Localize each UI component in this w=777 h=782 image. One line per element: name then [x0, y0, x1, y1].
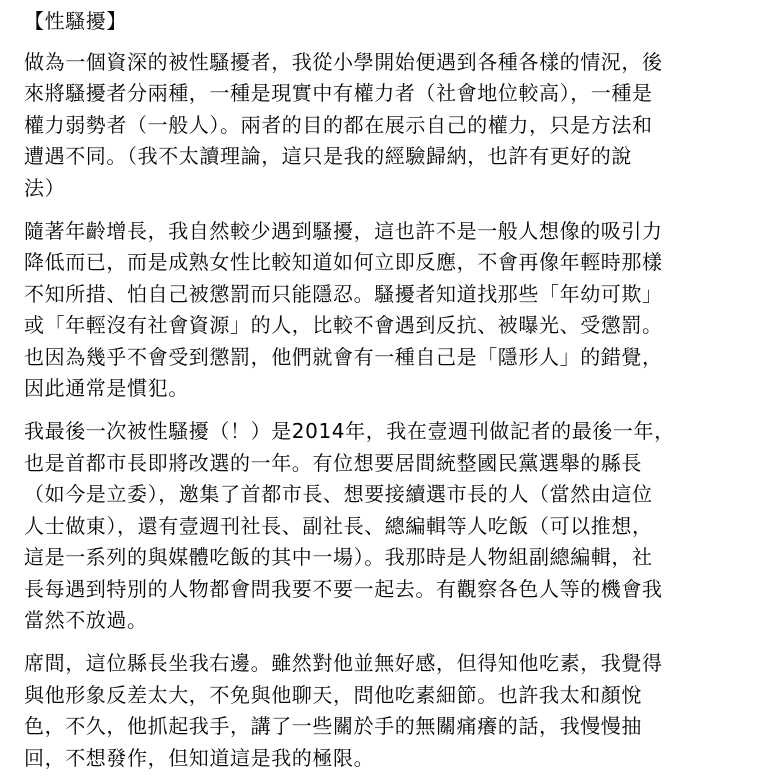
- paragraph-line: 人士做東），還有壹週刊社長、副社長、總編輯等人吃飯（可以推想，: [24, 513, 653, 538]
- paragraph-line: 這是一系列的與媒體吃飯的其中一場）。我那時是人物組副總編輯，社: [24, 545, 653, 570]
- title-text: 性騷擾: [44, 9, 107, 33]
- paragraph-3: [24, 416, 753, 636]
- paragraph-line: 席間，這位縣長坐我右邊。雖然對他並無好感，但得知他吃素，我覺得: [24, 651, 663, 676]
- paragraph-line: 或「年輕沒有社會資源」的人，比較不會遇到反抗、被曝光、受懲罰。: [24, 313, 663, 338]
- paragraph-line: 也因為幾乎不會受到懲罰，他們就會有一種自己是「隱形人」的錯覺，: [24, 344, 663, 369]
- paragraph-line: 因此通常是慣犯。: [24, 376, 189, 401]
- paragraph-line: 做為一個資深的被性騷擾者，我從小學開始便遇到各種各樣的情況，後: [24, 50, 663, 74]
- title-open-bracket: 【: [24, 9, 45, 33]
- post-title: [24, 4, 753, 38]
- paragraph-line: 色，不久，他抓起我手，講了一些關於手的無關痛癢的話，我慢慢抽: [24, 714, 642, 739]
- paragraph-4: [24, 648, 753, 774]
- paragraph-line: 當然不放過。: [24, 607, 148, 632]
- paragraph-2: [24, 216, 753, 404]
- paragraph-line: 與他形象反差太大，不免與他聊天，問他吃素細節。也許我太和顏悅: [24, 682, 642, 707]
- paragraph-line: 也是首都市長即將改選的一年。有位想要居間統整國民黨選舉的縣長: [24, 450, 642, 475]
- title-close-bracket: 】: [106, 9, 128, 33]
- paragraph-line: 不知所措、怕自己被懲罰而只能隱忍。騷擾者知道找那些「年幼可欺」: [24, 281, 663, 306]
- paragraph-line: 來將騷擾者分兩種，一種是現實中有權力者（社會地位較高），一種是: [24, 81, 653, 106]
- paragraph-line: 降低而已，而是成熟女性比較知道如何立即反應，不會再像年輕時那樣: [24, 250, 663, 275]
- paragraph-line: 法）: [24, 175, 66, 200]
- paragraph-line: 長每遇到特別的人物都會問我要不要一起去。有觀察各色人等的機會我: [24, 576, 663, 601]
- paragraph-line: 我最後一次被性騷擾（！）是2014年，我在壹週刊做記者的最後一年，: [24, 419, 675, 444]
- paragraph-line: 遭遇不同。（我不太讀理論，這只是我的經驗歸納，也許有更好的說: [24, 144, 632, 169]
- paragraph-line: 回，不想發作，但知道這是我的極限。: [24, 745, 375, 770]
- paragraph-1: [24, 47, 753, 204]
- paragraph-line: 隨著年齡增長，我自然較少遇到騷擾，這也許不是一般人想像的吸引力: [24, 219, 663, 244]
- paragraph-line: （如今是立委），邀集了首都市長、想要接續選市長的人（當然由這位: [24, 482, 653, 507]
- paragraph-line: 權力弱勢者（一般人）。兩者的目的都在展示自己的權力，只是方法和: [24, 112, 653, 137]
